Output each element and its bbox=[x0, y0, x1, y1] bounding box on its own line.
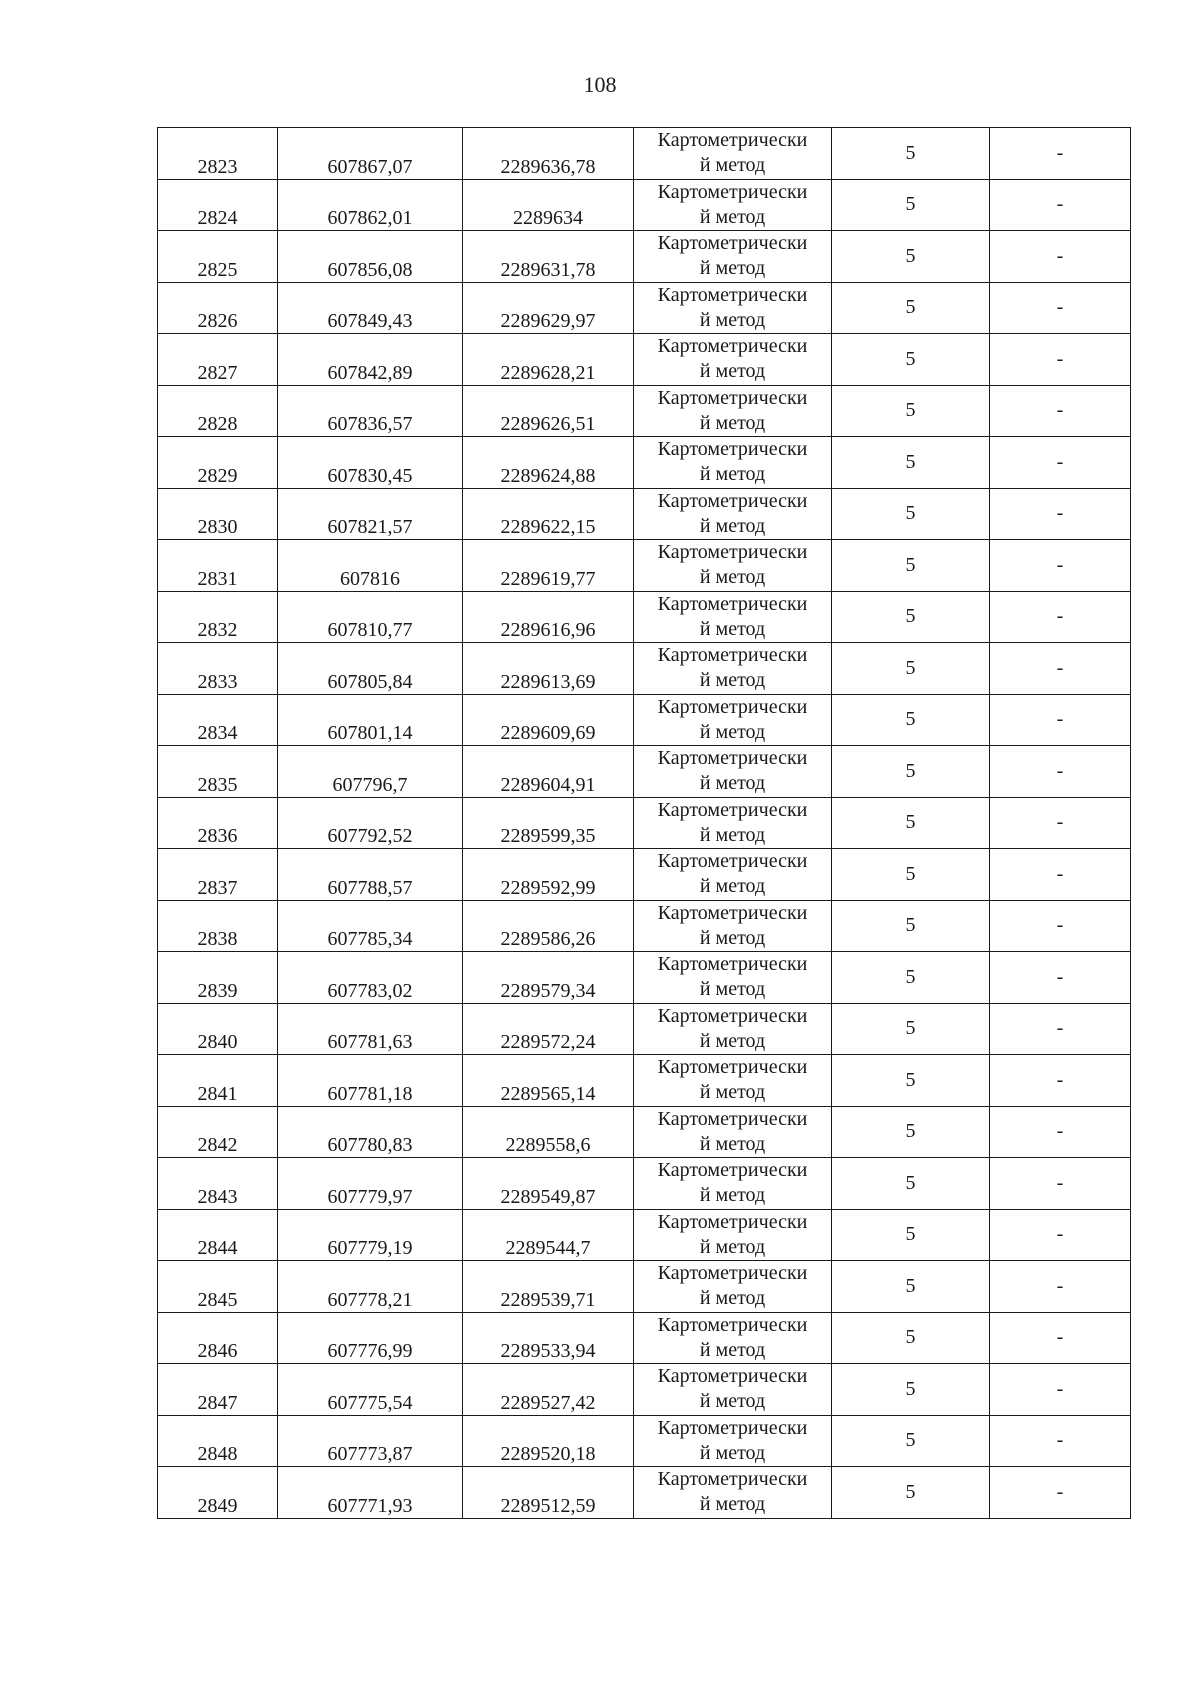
method-line-1: Картометрически bbox=[657, 747, 808, 770]
method-cell bbox=[634, 334, 832, 386]
accuracy-cell: 5 bbox=[832, 231, 990, 283]
y-coordinate-cell: 2289565,14 bbox=[463, 1055, 634, 1107]
description-cell: - bbox=[990, 1106, 1131, 1158]
x-coordinate-cell: 607810,77 bbox=[278, 591, 463, 643]
x-coordinate-cell: 607781,18 bbox=[278, 1055, 463, 1107]
x-coordinate-cell: 607785,34 bbox=[278, 900, 463, 952]
method-cell bbox=[634, 1209, 832, 1261]
description-cell: - bbox=[990, 334, 1131, 386]
method-cell bbox=[634, 1415, 832, 1467]
x-coordinate-cell: 607867,07 bbox=[278, 128, 463, 180]
method-cell bbox=[634, 1261, 832, 1313]
table-row bbox=[158, 694, 1131, 746]
method-cell bbox=[634, 540, 832, 592]
point-number-cell: 2846 bbox=[158, 1312, 278, 1364]
method-cell bbox=[634, 1364, 832, 1416]
method-line-1: Картометрически bbox=[657, 386, 808, 409]
description-cell: - bbox=[990, 694, 1131, 746]
table-row bbox=[158, 1106, 1131, 1158]
table-body bbox=[158, 128, 1131, 1519]
description-cell: - bbox=[990, 797, 1131, 849]
description-cell: - bbox=[990, 179, 1131, 231]
y-coordinate-cell: 2289549,87 bbox=[463, 1158, 634, 1210]
method-line-1: Картометрически bbox=[657, 1468, 808, 1491]
method-cell bbox=[634, 1003, 832, 1055]
table-row bbox=[158, 437, 1131, 489]
method-line-2: й метод bbox=[699, 514, 766, 537]
point-number-cell: 2845 bbox=[158, 1261, 278, 1313]
description-cell: - bbox=[990, 746, 1131, 798]
table-row bbox=[158, 334, 1131, 386]
table-row bbox=[158, 231, 1131, 283]
method-line-2: й метод bbox=[699, 978, 766, 1001]
y-coordinate-cell: 2289512,59 bbox=[463, 1467, 634, 1519]
table-row bbox=[158, 746, 1131, 798]
x-coordinate-cell: 607821,57 bbox=[278, 488, 463, 540]
point-number-cell: 2837 bbox=[158, 849, 278, 901]
accuracy-cell: 5 bbox=[832, 1158, 990, 1210]
y-coordinate-cell: 2289520,18 bbox=[463, 1415, 634, 1467]
method-line-1: Картометрически bbox=[657, 180, 808, 203]
method-cell bbox=[634, 900, 832, 952]
table-row bbox=[158, 1364, 1131, 1416]
y-coordinate-cell: 2289572,24 bbox=[463, 1003, 634, 1055]
method-line-2: й метод bbox=[699, 1029, 766, 1052]
method-line-1: Картометрически bbox=[657, 1159, 808, 1182]
y-coordinate-cell: 2289586,26 bbox=[463, 900, 634, 952]
method-cell bbox=[634, 1312, 832, 1364]
method-cell bbox=[634, 591, 832, 643]
method-line-1: Картометрически bbox=[657, 1416, 808, 1439]
x-coordinate-cell: 607842,89 bbox=[278, 334, 463, 386]
method-line-2: й метод bbox=[699, 1493, 766, 1516]
x-coordinate-cell: 607780,83 bbox=[278, 1106, 463, 1158]
method-cell bbox=[634, 797, 832, 849]
method-line-2: й метод bbox=[699, 411, 766, 434]
method-line-2: й метод bbox=[699, 926, 766, 949]
x-coordinate-cell: 607778,21 bbox=[278, 1261, 463, 1313]
y-coordinate-cell: 2289599,35 bbox=[463, 797, 634, 849]
point-number-cell: 2832 bbox=[158, 591, 278, 643]
description-cell: - bbox=[990, 952, 1131, 1004]
x-coordinate-cell: 607816 bbox=[278, 540, 463, 592]
method-line-2: й метод bbox=[699, 1390, 766, 1413]
method-line-2: й метод bbox=[699, 1235, 766, 1258]
method-line-2: й метод bbox=[699, 1132, 766, 1155]
description-cell: - bbox=[990, 385, 1131, 437]
point-number-cell: 2825 bbox=[158, 231, 278, 283]
point-number-cell: 2826 bbox=[158, 282, 278, 334]
accuracy-cell: 5 bbox=[832, 900, 990, 952]
method-line-2: й метод bbox=[699, 1338, 766, 1361]
method-line-1: Картометрически bbox=[657, 541, 808, 564]
method-line-1: Картометрически bbox=[657, 129, 808, 152]
description-cell: - bbox=[990, 591, 1131, 643]
table-row bbox=[158, 540, 1131, 592]
method-line-1: Картометрически bbox=[657, 438, 808, 461]
description-cell: - bbox=[990, 1003, 1131, 1055]
method-line-1: Картометрически bbox=[657, 1365, 808, 1388]
y-coordinate-cell: 2289579,34 bbox=[463, 952, 634, 1004]
y-coordinate-cell: 2289619,77 bbox=[463, 540, 634, 592]
method-cell bbox=[634, 746, 832, 798]
accuracy-cell: 5 bbox=[832, 1312, 990, 1364]
point-number-cell: 2849 bbox=[158, 1467, 278, 1519]
description-cell: - bbox=[990, 1261, 1131, 1313]
table-row bbox=[158, 1003, 1131, 1055]
method-line-2: й метод bbox=[699, 257, 766, 280]
point-number-cell: 2827 bbox=[158, 334, 278, 386]
method-line-2: й метод bbox=[699, 1441, 766, 1464]
method-cell bbox=[634, 385, 832, 437]
description-cell: - bbox=[990, 488, 1131, 540]
point-number-cell: 2838 bbox=[158, 900, 278, 952]
accuracy-cell: 5 bbox=[832, 179, 990, 231]
x-coordinate-cell: 607862,01 bbox=[278, 179, 463, 231]
point-number-cell: 2828 bbox=[158, 385, 278, 437]
point-number-cell: 2823 bbox=[158, 128, 278, 180]
table-row bbox=[158, 849, 1131, 901]
accuracy-cell: 5 bbox=[832, 1415, 990, 1467]
method-line-2: й метод bbox=[699, 360, 766, 383]
table-row bbox=[158, 179, 1131, 231]
method-line-1: Картометрически bbox=[657, 489, 808, 512]
point-number-cell: 2848 bbox=[158, 1415, 278, 1467]
accuracy-cell: 5 bbox=[832, 1209, 990, 1261]
method-line-1: Картометрически bbox=[657, 1107, 808, 1130]
point-number-cell: 2833 bbox=[158, 643, 278, 695]
table-row bbox=[158, 591, 1131, 643]
method-line-1: Картометрически bbox=[657, 695, 808, 718]
table-row bbox=[158, 488, 1131, 540]
description-cell: - bbox=[990, 1467, 1131, 1519]
page-number: 108 bbox=[583, 72, 617, 97]
x-coordinate-cell: 607779,19 bbox=[278, 1209, 463, 1261]
point-number-cell: 2831 bbox=[158, 540, 278, 592]
x-coordinate-cell: 607775,54 bbox=[278, 1364, 463, 1416]
y-coordinate-cell: 2289592,99 bbox=[463, 849, 634, 901]
table-row bbox=[158, 1312, 1131, 1364]
description-cell: - bbox=[990, 128, 1131, 180]
method-line-2: й метод bbox=[699, 154, 766, 177]
method-line-1: Картометрически bbox=[657, 798, 808, 821]
description-cell: - bbox=[990, 1364, 1131, 1416]
x-coordinate-cell: 607792,52 bbox=[278, 797, 463, 849]
method-line-1: Картометрически bbox=[657, 232, 808, 255]
table-row bbox=[158, 282, 1131, 334]
x-coordinate-cell: 607779,97 bbox=[278, 1158, 463, 1210]
method-cell bbox=[634, 282, 832, 334]
method-line-1: Картометрически bbox=[657, 1313, 808, 1336]
method-cell bbox=[634, 179, 832, 231]
method-line-1: Картометрически bbox=[657, 901, 808, 924]
description-cell: - bbox=[990, 900, 1131, 952]
point-number-cell: 2835 bbox=[158, 746, 278, 798]
point-number-cell: 2824 bbox=[158, 179, 278, 231]
x-coordinate-cell: 607781,63 bbox=[278, 1003, 463, 1055]
method-cell bbox=[634, 488, 832, 540]
method-cell bbox=[634, 1055, 832, 1107]
accuracy-cell: 5 bbox=[832, 694, 990, 746]
accuracy-cell: 5 bbox=[832, 334, 990, 386]
x-coordinate-cell: 607849,43 bbox=[278, 282, 463, 334]
method-line-1: Картометрически bbox=[657, 283, 808, 306]
x-coordinate-cell: 607788,57 bbox=[278, 849, 463, 901]
accuracy-cell: 5 bbox=[832, 437, 990, 489]
table-row bbox=[158, 1158, 1131, 1210]
y-coordinate-cell: 2289624,88 bbox=[463, 437, 634, 489]
method-line-2: й метод bbox=[699, 669, 766, 692]
accuracy-cell: 5 bbox=[832, 128, 990, 180]
y-coordinate-cell: 2289558,6 bbox=[463, 1106, 634, 1158]
description-cell: - bbox=[990, 437, 1131, 489]
y-coordinate-cell: 2289631,78 bbox=[463, 231, 634, 283]
method-cell bbox=[634, 694, 832, 746]
point-number-cell: 2842 bbox=[158, 1106, 278, 1158]
x-coordinate-cell: 607836,57 bbox=[278, 385, 463, 437]
table-row bbox=[158, 1055, 1131, 1107]
description-cell: - bbox=[990, 1415, 1131, 1467]
method-cell bbox=[634, 849, 832, 901]
table-row bbox=[158, 1261, 1131, 1313]
method-line-1: Картометрически bbox=[657, 850, 808, 873]
point-number-cell: 2843 bbox=[158, 1158, 278, 1210]
y-coordinate-cell: 2289609,69 bbox=[463, 694, 634, 746]
y-coordinate-cell: 2289622,15 bbox=[463, 488, 634, 540]
description-cell: - bbox=[990, 1055, 1131, 1107]
description-cell: - bbox=[990, 540, 1131, 592]
method-cell bbox=[634, 231, 832, 283]
x-coordinate-cell: 607830,45 bbox=[278, 437, 463, 489]
y-coordinate-cell: 2289616,96 bbox=[463, 591, 634, 643]
point-number-cell: 2844 bbox=[158, 1209, 278, 1261]
accuracy-cell: 5 bbox=[832, 591, 990, 643]
y-coordinate-cell: 2289626,51 bbox=[463, 385, 634, 437]
method-line-1: Картометрически bbox=[657, 1056, 808, 1079]
accuracy-cell: 5 bbox=[832, 746, 990, 798]
point-number-cell: 2836 bbox=[158, 797, 278, 849]
table-row bbox=[158, 1209, 1131, 1261]
method-cell bbox=[634, 952, 832, 1004]
point-number-cell: 2841 bbox=[158, 1055, 278, 1107]
accuracy-cell: 5 bbox=[832, 1055, 990, 1107]
accuracy-cell: 5 bbox=[832, 282, 990, 334]
table-row bbox=[158, 797, 1131, 849]
point-number-cell: 2834 bbox=[158, 694, 278, 746]
y-coordinate-cell: 2289634 bbox=[463, 179, 634, 231]
y-coordinate-cell: 2289628,21 bbox=[463, 334, 634, 386]
method-cell bbox=[634, 643, 832, 695]
table-row bbox=[158, 128, 1131, 180]
accuracy-cell: 5 bbox=[832, 797, 990, 849]
accuracy-cell: 5 bbox=[832, 849, 990, 901]
y-coordinate-cell: 2289613,69 bbox=[463, 643, 634, 695]
method-line-2: й метод bbox=[699, 308, 766, 331]
coordinates-table bbox=[157, 127, 1131, 1519]
accuracy-cell: 5 bbox=[832, 1467, 990, 1519]
table-row bbox=[158, 385, 1131, 437]
method-line-1: Картометрически bbox=[657, 1210, 808, 1233]
table-row bbox=[158, 900, 1131, 952]
x-coordinate-cell: 607783,02 bbox=[278, 952, 463, 1004]
method-line-2: й метод bbox=[699, 566, 766, 589]
accuracy-cell: 5 bbox=[832, 952, 990, 1004]
x-coordinate-cell: 607773,87 bbox=[278, 1415, 463, 1467]
y-coordinate-cell: 2289539,71 bbox=[463, 1261, 634, 1313]
method-line-2: й метод bbox=[699, 1184, 766, 1207]
description-cell: - bbox=[990, 1209, 1131, 1261]
method-line-2: й метод bbox=[699, 1081, 766, 1104]
y-coordinate-cell: 2289636,78 bbox=[463, 128, 634, 180]
description-cell: - bbox=[990, 643, 1131, 695]
point-number-cell: 2829 bbox=[158, 437, 278, 489]
point-number-cell: 2847 bbox=[158, 1364, 278, 1416]
table-row bbox=[158, 1467, 1131, 1519]
y-coordinate-cell: 2289544,7 bbox=[463, 1209, 634, 1261]
method-cell bbox=[634, 1106, 832, 1158]
x-coordinate-cell: 607796,7 bbox=[278, 746, 463, 798]
method-line-2: й метод bbox=[699, 772, 766, 795]
method-line-1: Картометрически bbox=[657, 953, 808, 976]
accuracy-cell: 5 bbox=[832, 1106, 990, 1158]
x-coordinate-cell: 607805,84 bbox=[278, 643, 463, 695]
x-coordinate-cell: 607776,99 bbox=[278, 1312, 463, 1364]
accuracy-cell: 5 bbox=[832, 540, 990, 592]
point-number-cell: 2830 bbox=[158, 488, 278, 540]
y-coordinate-cell: 2289533,94 bbox=[463, 1312, 634, 1364]
method-line-1: Картометрически bbox=[657, 644, 808, 667]
x-coordinate-cell: 607771,93 bbox=[278, 1467, 463, 1519]
accuracy-cell: 5 bbox=[832, 385, 990, 437]
method-line-1: Картометрически bbox=[657, 592, 808, 615]
method-line-2: й метод bbox=[699, 1287, 766, 1310]
method-line-2: й метод bbox=[699, 875, 766, 898]
accuracy-cell: 5 bbox=[832, 643, 990, 695]
accuracy-cell: 5 bbox=[832, 1003, 990, 1055]
method-line-1: Картометрически bbox=[657, 1004, 808, 1027]
description-cell: - bbox=[990, 1312, 1131, 1364]
description-cell: - bbox=[990, 1158, 1131, 1210]
table-row bbox=[158, 1415, 1131, 1467]
x-coordinate-cell: 607801,14 bbox=[278, 694, 463, 746]
point-number-cell: 2839 bbox=[158, 952, 278, 1004]
table-row bbox=[158, 643, 1131, 695]
method-cell bbox=[634, 1467, 832, 1519]
y-coordinate-cell: 2289604,91 bbox=[463, 746, 634, 798]
table-row bbox=[158, 952, 1131, 1004]
method-line-2: й метод bbox=[699, 617, 766, 640]
description-cell: - bbox=[990, 849, 1131, 901]
method-cell bbox=[634, 128, 832, 180]
method-cell bbox=[634, 437, 832, 489]
method-line-2: й метод bbox=[699, 205, 766, 228]
x-coordinate-cell: 607856,08 bbox=[278, 231, 463, 283]
accuracy-cell: 5 bbox=[832, 1261, 990, 1313]
method-line-1: Картометрически bbox=[657, 1262, 808, 1285]
y-coordinate-cell: 2289629,97 bbox=[463, 282, 634, 334]
y-coordinate-cell: 2289527,42 bbox=[463, 1364, 634, 1416]
method-line-2: й метод bbox=[699, 720, 766, 743]
accuracy-cell: 5 bbox=[832, 488, 990, 540]
accuracy-cell: 5 bbox=[832, 1364, 990, 1416]
method-line-2: й метод bbox=[699, 823, 766, 846]
point-number-cell: 2840 bbox=[158, 1003, 278, 1055]
method-line-2: й метод bbox=[699, 463, 766, 486]
method-line-1: Картометрически bbox=[657, 335, 808, 358]
description-cell: - bbox=[990, 282, 1131, 334]
method-cell bbox=[634, 1158, 832, 1210]
description-cell: - bbox=[990, 231, 1131, 283]
